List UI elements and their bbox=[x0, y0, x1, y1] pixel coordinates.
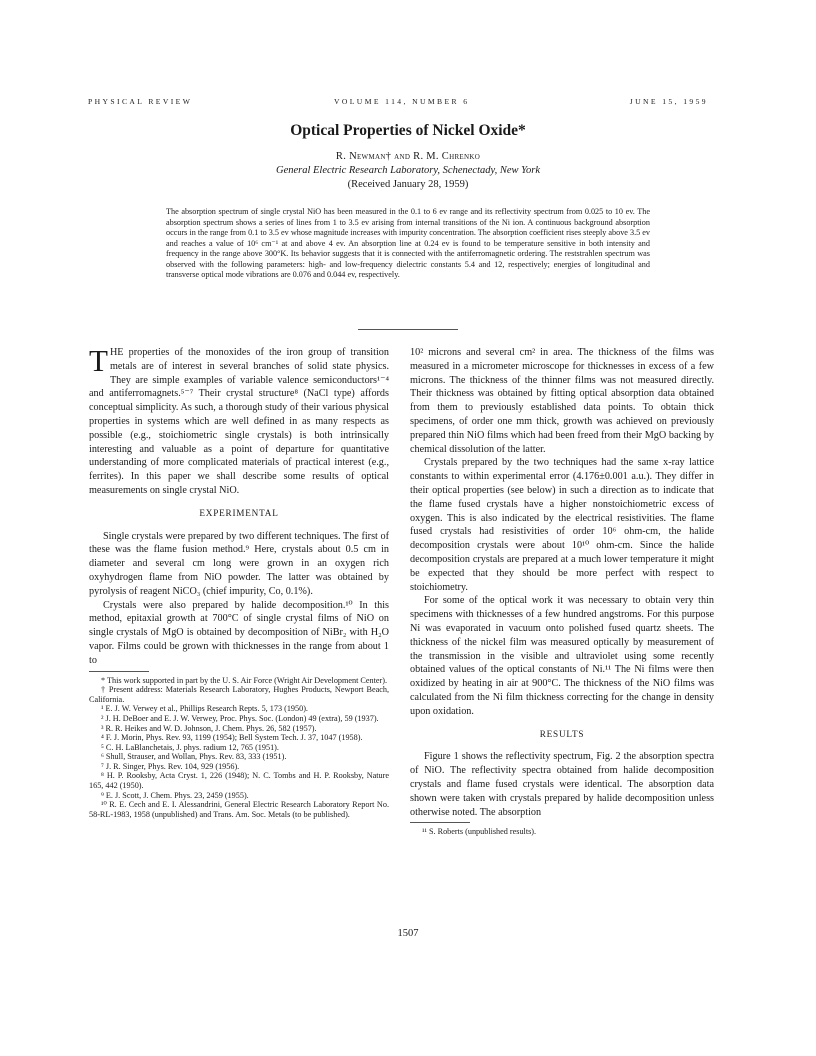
footnote-divider bbox=[89, 671, 149, 672]
body-paragraph: For some of the optical work it was necessary to obtain very thin specimens with thicknesses of a few hundred angstroms. For this purpose Ni was evaporated in vacuum onto polished fused quartz sheets. The thickness of the nickel film was measured optically by measurement of the transmission in the visible and ultraviolet using some recently obtained values of the optical constants of Ni.¹¹ The Ni films were then oxidized by heating in air at 900°C. The thickness of the NiO films was calculated from the Ni film thickness correcting for the change in density upon oxidation. bbox=[410, 595, 714, 717]
footnote: ² J. H. DeBoer and E. J. W. Verwey, Proc. Phys. Soc. (London) 49 (extra), 59 (1937). bbox=[101, 713, 379, 723]
experimental-heading: EXPERIMENTAL bbox=[199, 507, 279, 518]
drop-cap: T bbox=[89, 343, 108, 378]
abstract-text: The absorption spectrum of single crystal NiO has been measured in the 0.1 to 6 ev range and its reflectivity spectrum from 0.025 to 10 ev. The absorption spectrum shows a series of lines from 1 to 3.5 ev arising from internal transitions of the Ni ion. A continuous background absorption occurs in the range from 0.1 to 3.5 ev whose magnitude increases with impurity concentration. The absorption coefficient rises steeply above 3.5 ev and reaches a value of 10⁶ cm⁻¹ at and above 4 ev. An absorption line at 0.24 ev is found to be temperature sensitive in both intensity and frequency in the range above 300°K. Its behavior suggests that it is connected with the antiferromagnetic ordering. The reststrahlen spectrum was observed with the following parameters: high- and low-frequency dielectric constants 5.4 and 12, respectively; energies of longitudinal and transverse optical mode vibrations are 0.076 and 0.044 ev, respectively. bbox=[166, 207, 650, 279]
footnote: * This work supported in part by the U. S. Air Force (Wright Air Development Center). bbox=[101, 675, 388, 685]
received-date: (Received January 28, 1959) bbox=[347, 179, 469, 190]
abstract bbox=[166, 207, 650, 281]
footnote: ¹ E. J. W. Verwey et al., Phillips Research Repts. 5, 173 (1950). bbox=[101, 704, 308, 714]
volume-number: VOLUME 114, NUMBER 6 bbox=[334, 97, 470, 106]
footnotes-right bbox=[410, 827, 714, 837]
intro-paragraph bbox=[89, 343, 389, 498]
page-number: 1507 bbox=[397, 928, 419, 939]
footnote: † Present address: Materials Research Laboratory, Hughes Products, Newport Beach, California. bbox=[89, 685, 389, 704]
body-paragraph: Crystals prepared by the two techniques had the same x-ray lattice constants to within experimental error (4.176±0.001 a.u.). They differ in their optical properties (see below) in such a direction as to indicate that the flame fused crystals have a higher nonstoichiometric excess of oxygen. This is also indicated by the electrical resistivities. The flame fused crystals had resistivities of order 10⁶ ohm-cm, the halide decomposition crystals were about 10¹⁰ ohm-cm. Since the halide decomposition crystals are prepared at a much lower temperature it might be expected that they should be more perfect with respect to stoichiometry. bbox=[410, 457, 714, 593]
footnote-divider bbox=[410, 822, 470, 823]
footnote: ⁷ J. R. Singer, Phys. Rev. 104, 929 (1956). bbox=[101, 761, 240, 771]
footnotes-left bbox=[89, 676, 389, 820]
intro-text: HE properties of the monoxides of the iron group of transition metals are of interest in several branches of solid state physics. They are simple examples of variable valence semiconductors¹⁻⁴ and antiferromagnets.⁵⁻⁷ Their crystal structure⁸ (NaCl type) affords conceptual simplicity. As such, a thorough study of their various physical properties in systems which are well defined in as many respects as possible (e.g., stoichiometric single crystals) is both intrinsically interesting and valuable as a point of departure for quantitative understanding of more complicated materials of practical interest (e.g., ferrites). In this paper we shall describe some results of optical measurements on single crystal NiO. bbox=[89, 347, 389, 496]
footnote: ¹¹ S. Roberts (unpublished results). bbox=[422, 827, 537, 837]
journal-name: PHYSICAL REVIEW bbox=[88, 97, 193, 106]
footnote: ⁶ Shull, Strauser, and Wollan, Phys. Rev. 83, 333 (1951). bbox=[101, 752, 287, 762]
footnote: ⁹ E. J. Scott, J. Chem. Phys. 23, 2459 (1955). bbox=[101, 790, 249, 800]
article-title: Optical Properties of Nickel Oxide* bbox=[290, 122, 526, 139]
issue-date: JUNE 15, 1959 bbox=[629, 97, 708, 106]
footnote: ⁵ C. H. LaBlanchetais, J. phys. radium 12, 765 (1951). bbox=[101, 742, 279, 752]
results-paragraph: Figure 1 shows the reflectivity spectrum, Fig. 2 the absorption spectra of NiO. The reflectivity spectra obtained from halide decomposition crystals and flame fused crystals were identical. The absorption data shown were taken with crystals prepared by halide decomposition unless otherwise noted. The absorption bbox=[410, 751, 714, 818]
right-column bbox=[410, 346, 714, 837]
footnote: ⁸ H. P. Rooksby, Acta Cryst. 1, 226 (1948); N. C. Tombs and H. P. Rooksby, Nature 165, 442 (1950). bbox=[89, 771, 389, 791]
running-head bbox=[88, 97, 708, 109]
author-list: R. Newman† and R. M. Chrenko bbox=[335, 151, 481, 162]
experimental-paragraph: Crystals were also prepared by halide decomposition.¹⁰ In this method, epitaxial growth at 700°C of single crystal films of NiO on single crystals of MgO is obtained by decomposition of NiBr₂ with H₂O vapor. Films could be grown with thicknesses in the range from about 1 to bbox=[89, 599, 389, 666]
experimental-paragraph: Single crystals were prepared by two different techniques. The first of these was the flame fusion method.⁹ Here, crystals about 0.5 cm in diameter and several cm long were grown in an oxygen rich oxyhydrogen flame from NiO powder. The latter was obtained by pyrolysis of reagent NiCO₃ (chief impurity, Co, 0.1%). bbox=[89, 530, 389, 597]
footnote: ⁴ F. J. Morin, Phys. Rev. 93, 1199 (1954); Bell System Tech. J. 37, 1047 (1958). bbox=[101, 733, 363, 743]
abstract-divider bbox=[358, 329, 458, 330]
results-heading: RESULTS bbox=[539, 728, 585, 739]
footnote: ³ R. R. Heikes and W. D. Johnson, J. Chem. Phys. 26, 582 (1957). bbox=[101, 723, 317, 733]
body-paragraph: 10² microns and several cm² in area. The thickness of the films was measured in a micrometer microscope for thicknesses in excess of a few microns. The thickness of the thinner films was not measured directly. Their thickness was obtained by fitting optical absorption data obtained from them to previously established data points. To obtain thick specimens, of order one mm thick, growth was achieved on previously prepared thin NiO films which had been freed from their MgO backing by chemical dissolution of the latter. bbox=[410, 347, 714, 455]
affiliation: General Electric Research Laboratory, Schenectady, New York bbox=[275, 165, 540, 176]
left-column bbox=[89, 343, 389, 819]
footnote: ¹⁰ R. E. Cech and E. I. Alessandrini, General Electric Research Laboratory Report No. 58-RL-1983, 1958 (unpublished) and Trans. Am. Soc. Metals (to be published). bbox=[89, 800, 389, 819]
